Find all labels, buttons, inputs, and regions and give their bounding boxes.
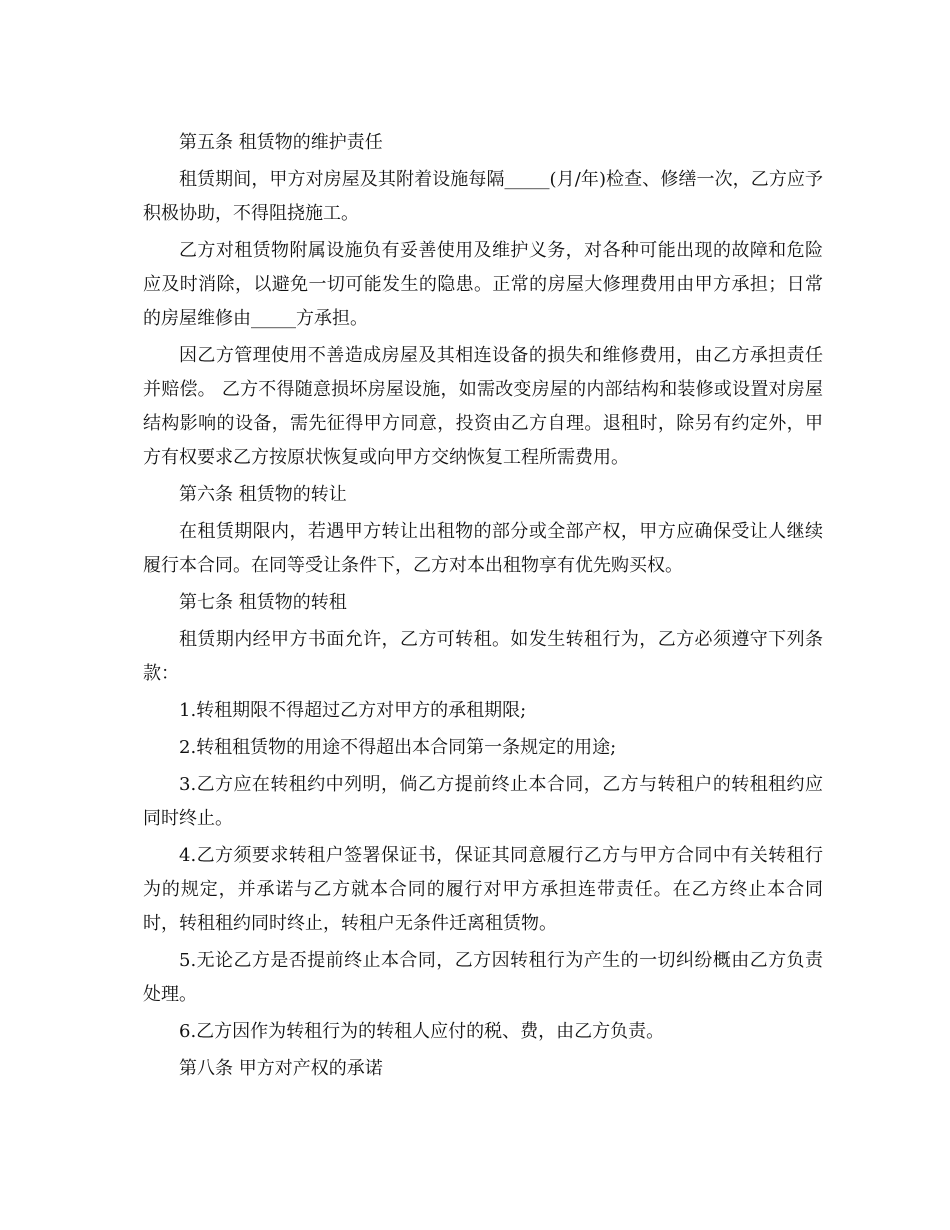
list-item: 4.乙方须要求转租户签署保证书，保证其同意履行乙方与甲方合同中有关转租行为的规定，并承诺与乙方就本合同的履行对甲方承担连带责任。在乙方终止本合同时，转租租约同时终止，转租户无条件迁离租赁物。 bbox=[143, 845, 823, 934]
paragraph: 因乙方管理使用不善造成房屋及其相连设备的损失和维修费用，由乙方承担责任并赔偿。 乙方不得随意损坏房屋设施，如需改变房屋的内部结构和装修或设置对房屋结构影响的设备，需先征得甲方同意，投资由乙方自理。退租时，除另有约定外，甲方有权要求乙方按原状恢复或向甲方交纳恢复工程所需费用。 bbox=[143, 345, 823, 468]
paragraph: 租赁期间，甲方对房屋及其附着设施每隔_____(月/年)检查、修缮一次，乙方应予积极协助，不得阻挠施工。 bbox=[143, 169, 823, 224]
list-item: 6.乙方因作为转租行为的转租人应付的税、费，由乙方负责。 bbox=[179, 1021, 665, 1042]
paragraph: 乙方对租赁物附属设施负有妥善使用及维护义务，对各种可能出现的故障和危险应及时消除，以避免一切可能发生的隐患。正常的房屋大修理费用由甲方承担；日常的房屋维修由_____方承担。 bbox=[143, 240, 823, 329]
paragraph: 在租赁期限内，若遇甲方转让出租物的部分或全部产权，甲方应确保受让人继续履行本合同。在同等受让条件下，乙方对本出租物享有优先购买权。 bbox=[143, 521, 823, 576]
paragraph: 租赁期内经甲方书面允许，乙方可转租。如发生转租行为，乙方必须遵守下列条款： bbox=[143, 629, 823, 684]
article-8-heading: 第八条 甲方对产权的承诺 bbox=[179, 1058, 383, 1079]
document-body bbox=[143, 126, 823, 1089]
list-item: 5.无论乙方是否提前终止本合同，乙方因转租行为产生的一切纠纷概由乙方负责处理。 bbox=[143, 950, 823, 1005]
list-item: 1.转租期限不得超过乙方对甲方的承租期限; bbox=[179, 700, 527, 721]
list-item: 3.乙方应在转租约中列明，倘乙方提前终止本合同，乙方与转租户的转租租约应同时终止。 bbox=[143, 774, 823, 829]
list-item: 2.转租租赁物的用途不得超出本合同第一条规定的用途; bbox=[179, 737, 617, 758]
article-6-heading: 第六条 租赁物的转让 bbox=[179, 484, 347, 505]
article-7-heading: 第七条 租赁物的转租 bbox=[179, 592, 347, 613]
article-5-heading: 第五条 租赁物的维护责任 bbox=[179, 132, 383, 153]
